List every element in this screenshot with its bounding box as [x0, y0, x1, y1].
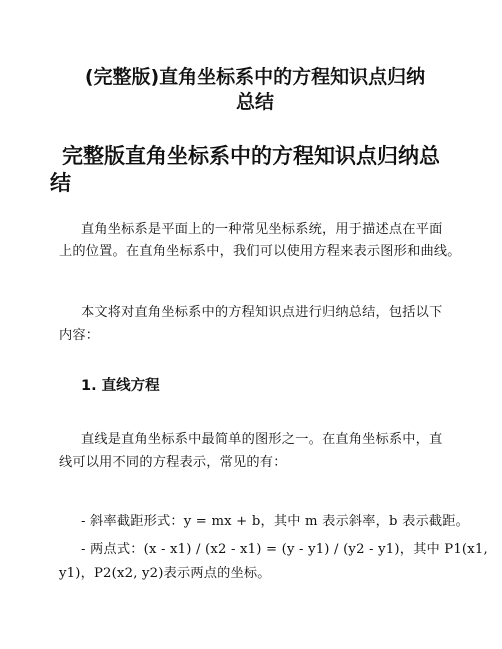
summary-paragraph-line-2: 内容：	[59, 328, 100, 343]
intro-paragraph-line-2: 上的位置。在直角坐标系中，我们可以使用方程来表示图形和曲线。	[59, 244, 461, 259]
bullet-slope-intercept: - 斜率截距形式：y = mx + b，其中 m 表示斜率，b 表示截距。	[81, 514, 470, 529]
section-paragraph-line-1: 直线是直角坐标系中最简单的图形之一。在直角坐标系中，直	[81, 432, 443, 447]
summary-paragraph-line-1: 本文将对直角坐标系中的方程知识点进行归纳总结，包括以下	[81, 305, 443, 320]
section-paragraph-line-2: 线可以用不同的方程表示，常见的有：	[59, 455, 287, 470]
section-heading-line-equation: 1. 直线方程	[81, 378, 160, 394]
bullet-two-point-line-2: y1)，P2(x2, y2)表示两点的坐标。	[59, 566, 271, 581]
document-title-line-2: 总结	[235, 91, 274, 113]
main-heading-line-2: 结	[50, 171, 71, 195]
main-heading-line-1: 完整版直角坐标系中的方程知识点归纳总	[62, 144, 440, 168]
document-title-line-1: (完整版)直角坐标系中的方程知识点归纳	[84, 66, 426, 88]
bullet-two-point-line-1: - 两点式：(x - x1) / (x2 - x1) = (y - y1) / (y2 - y1)，其中 P1(x1,	[81, 542, 488, 557]
intro-paragraph-line-1: 直角坐标系是平面上的一种常见坐标系统，用于描述点在平面	[81, 222, 443, 237]
